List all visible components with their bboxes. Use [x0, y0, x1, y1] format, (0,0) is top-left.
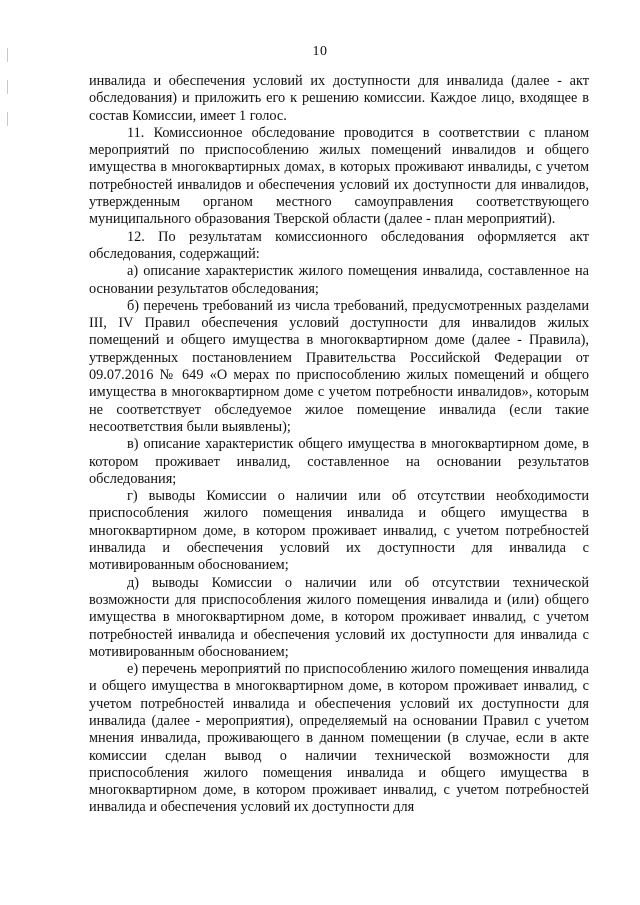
page-number: 10: [312, 44, 328, 59]
document-body: [89, 73, 589, 817]
paragraph-item-11: 11. Комиссионное обследование проводится в соответствии с планом мероприятий по приспособлению жилых помещений инвалидов и общего имущества в многоквартирных домах, в которых проживают инвалиды, с учетом потребностей инвалидов и обеспечения условий их доступности для инвалидов, утвержденным органом местного самоуправления соответствующего муниципального образования Тверской области (далее - план мероприятий).: [89, 124, 589, 228]
scan-mark: [7, 112, 8, 126]
paragraph-item-12-e: е) перечень мероприятий по приспособлению жилого помещения инвалида и общего имущества в многоквартирном доме, в котором проживает инвалид, с учетом потребностей инвалида и обеспечения условий их доступности для инвалида (далее - мероприятия), определяемый на основании Правил с учетом мнения инвалида, проживающего в данном помещении (в случае, если в акте комиссии сделан вывод о наличии технической возможности для приспособления жилого помещения инвалида и общего имущества в многоквартирном доме, в котором проживает инвалид, с учетом потребностей инвалида и обеспечения условий их доступности для: [89, 661, 589, 816]
paragraph-item-12: 12. По результатам комиссионного обследования оформляется акт обследования, содержащий:: [89, 228, 589, 262]
paragraph-item-12-a: а) описание характеристик жилого помещения инвалида, составленное на основании результатов обследования;: [89, 263, 589, 297]
paragraph-item-12-d: д) выводы Комиссии о наличии или об отсутствии технической возможности для приспособления жилого помещения инвалида и (или) общего имущества в многоквартирном доме, в котором проживает инвалид, с учетом потребностей инвалида и обеспечения условий их доступности для инвалида с мотивированным обоснованием;: [89, 574, 589, 660]
paragraph-item-12-b: б) перечень требований из числа требований, предусмотренных разделами III, IV Правил обеспечения условий доступности для инвалидов жилых помещений и общего имущества в многоквартирном доме (далее - Правила), утвержденных постановлением Правительства Российской Федерации от 09.07.2016 № 649 «О мерах по приспособлению жилых помещений и общего имущества в многоквартирном доме с учетом потребности инвалидов», которым не соответствует обследуемое жилое помещение инвалида (если такие несоответствия были выявлены);: [89, 297, 589, 435]
paragraph-item-12-v: в) описание характеристик общего имущества в многоквартирном доме, в котором проживает инвалид, составленное на основании результатов обследования;: [89, 436, 589, 487]
scan-mark: [7, 80, 8, 94]
paragraph-item-12-g: г) выводы Комиссии о наличии или об отсутствии необходимости приспособления жилого помещения инвалида и общего имущества в многоквартирном доме, в котором проживает инвалид, с учетом потребностей инвалида и обеспечения условий их доступности для инвалида с мотивированным обоснованием;: [89, 488, 589, 574]
scan-margin-marks: [7, 48, 9, 168]
paragraph-continuation: инвалида и обеспечения условий их доступности для инвалида (далее - акт обследования) и приложить его к решению комиссии. Каждое лицо, входящее в состав Комиссии, имеет 1 голос.: [89, 73, 589, 124]
